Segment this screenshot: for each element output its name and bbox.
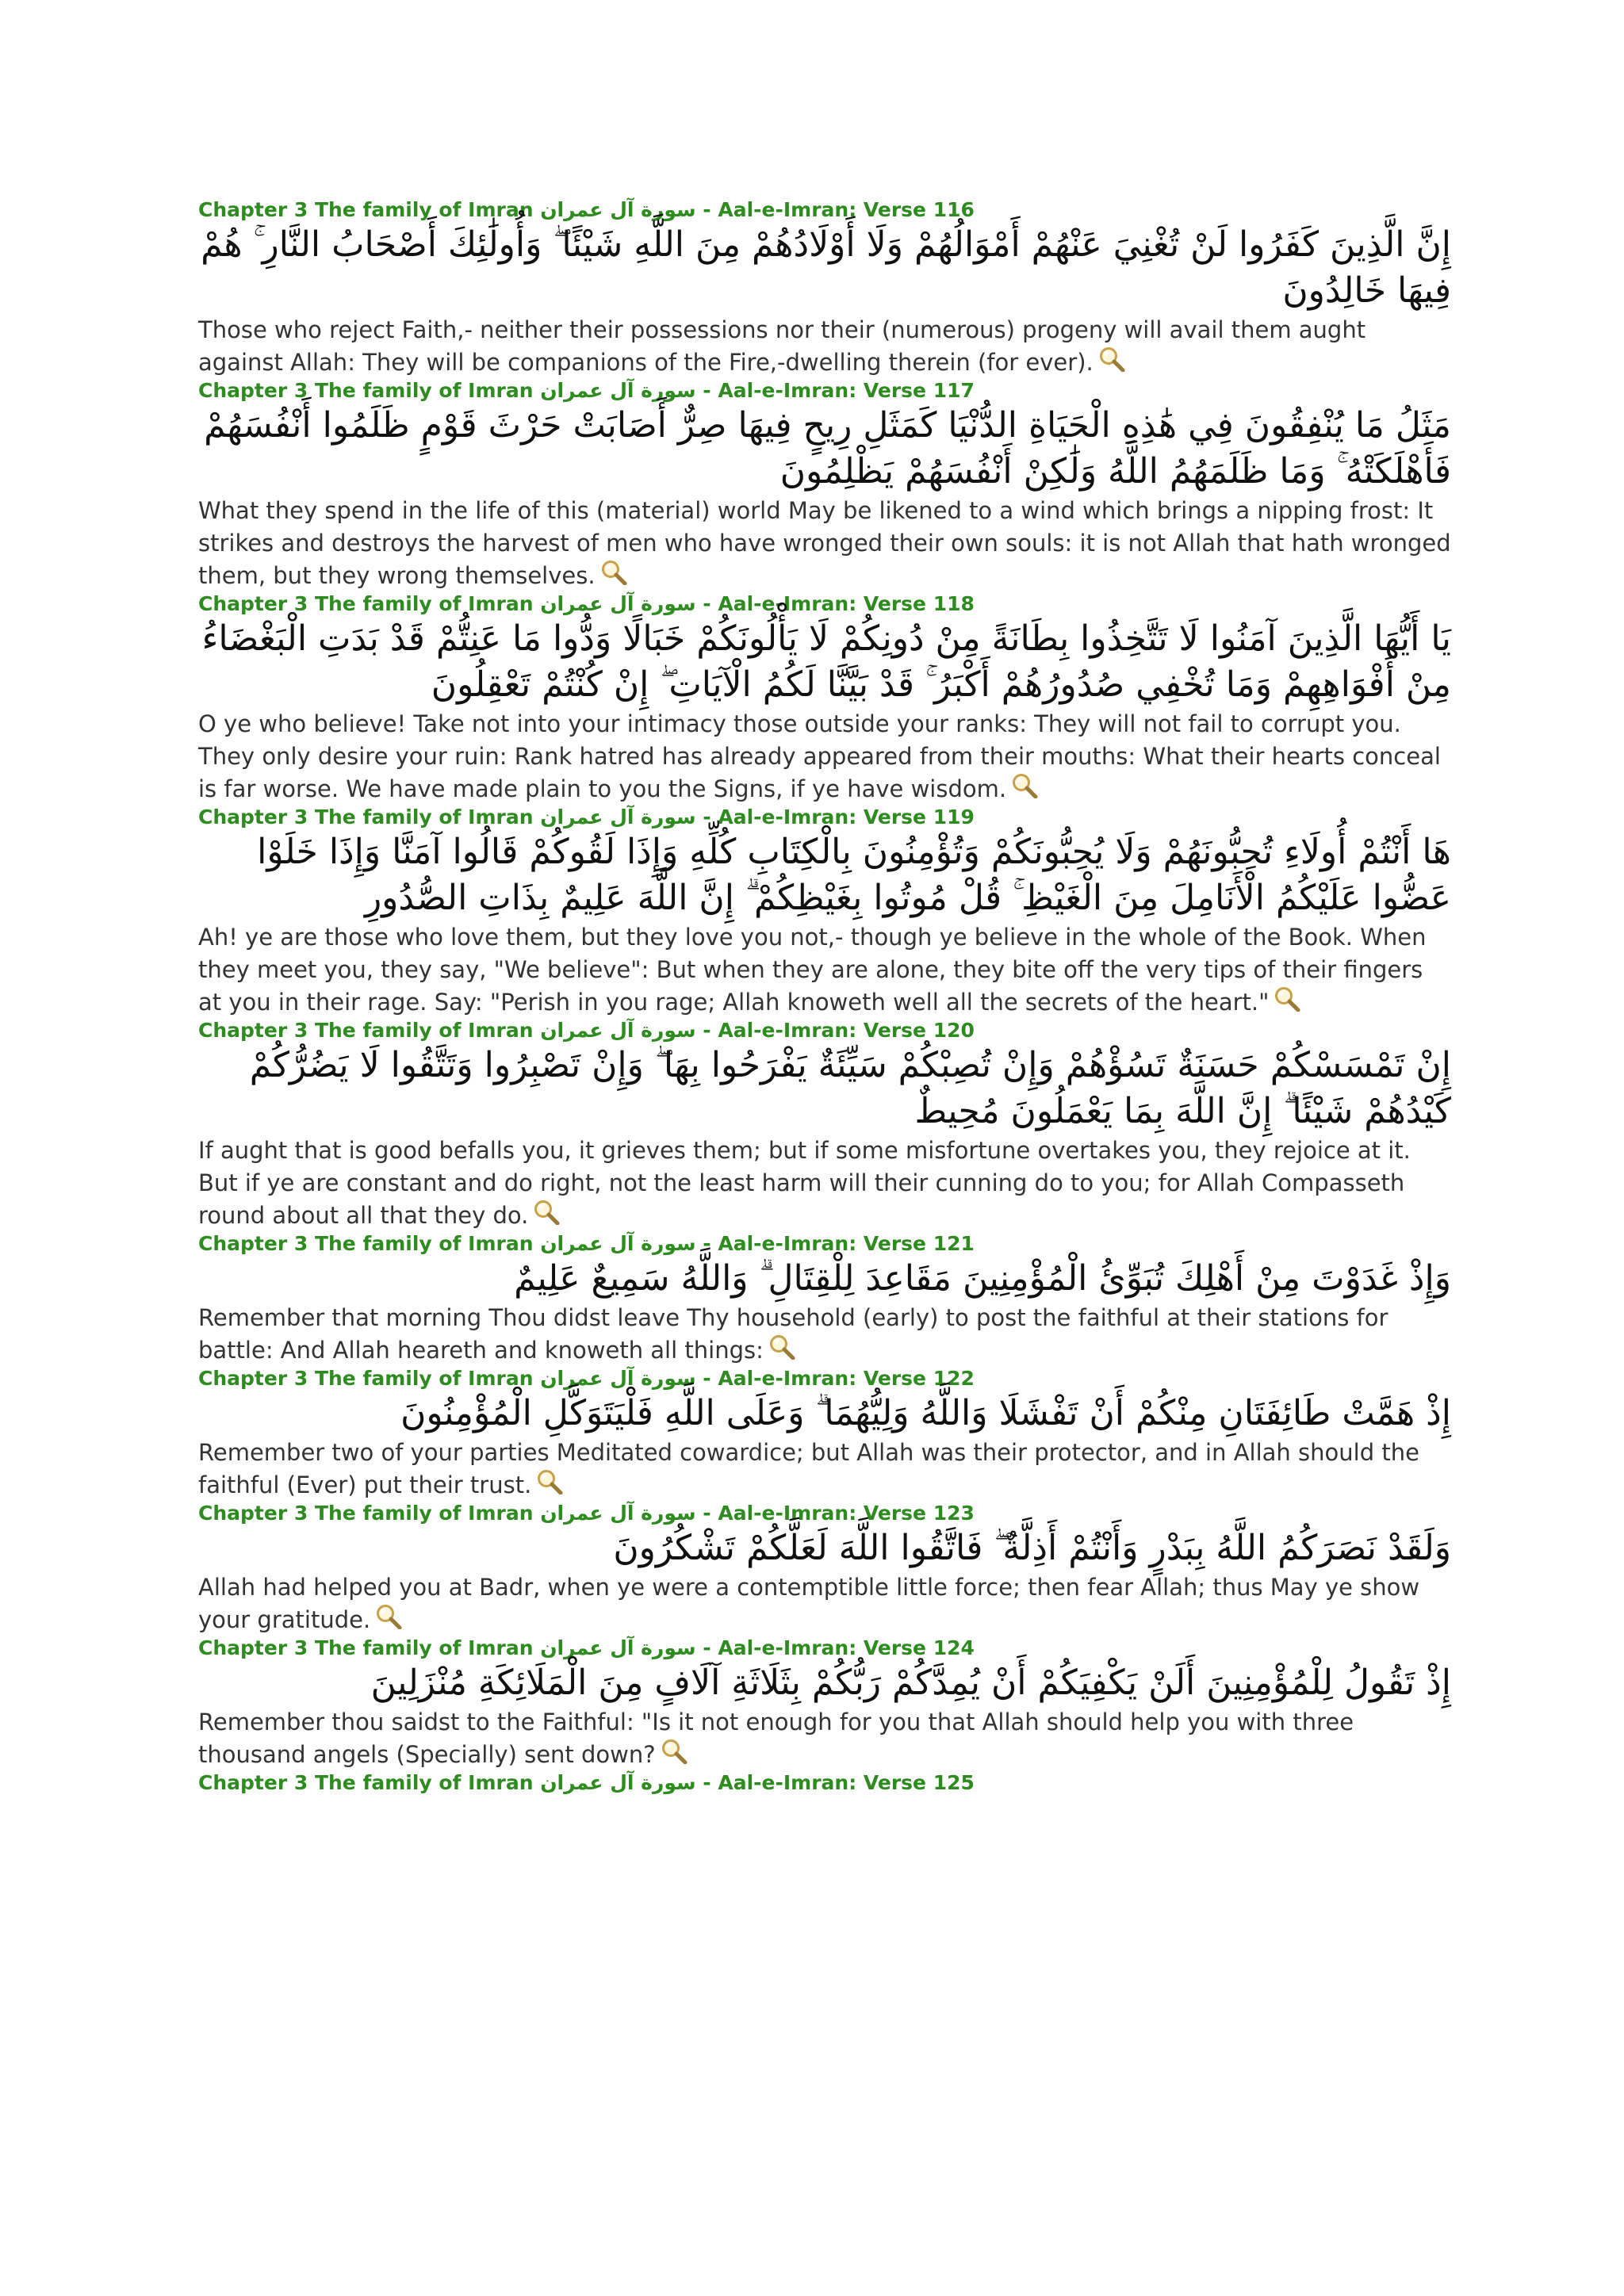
arabic-text: وَإِذْ غَدَوْتَ مِنْ أَهْلِكَ تُبَوِّئُ الْمُؤْمِنِينَ مَقَاعِدَ لِلْقِتَالِ ۗ وَاللَّهُ سَمِيعٌ عَلِيمٌ <box>514 1258 1451 1299</box>
heading-surah-name: سورة آل عمران <box>540 1771 696 1794</box>
heading-suffix: - Aal-e-Imran: Verse 116 <box>695 198 975 221</box>
heading-suffix: - Aal-e-Imran: Verse 121 <box>695 1232 975 1255</box>
verse-125 <box>198 1771 1451 1795</box>
translation-text <box>198 314 1451 379</box>
arabic-text: إِذْ تَقُولُ لِلْمُؤْمِنِينَ أَلَنْ يَكْفِيَكُمْ أَنْ يُمِدَّكُمْ رَبُّكُمْ بِثَلَاثَةِ آلَافٍ مِنَ الْمَلَائِكَةِ مُنْزَلِينَ <box>370 1663 1451 1703</box>
verse-heading <box>198 592 1451 616</box>
arabic-text: إِذْ هَمَّتْ طَائِفَتَانِ مِنْكُمْ أَنْ تَفْشَلَا وَاللَّهُ وَلِيُّهُمَا ۗ وَعَلَى اللَّهِ فَلْيَتَوَكَّلِ الْمُؤْمِنُونَ <box>400 1393 1451 1433</box>
verse-119 <box>198 806 1451 1019</box>
verse-heading <box>198 1771 1451 1795</box>
translation-text <box>198 1706 1451 1771</box>
magnifier-icon[interactable] <box>1098 346 1125 372</box>
verse-heading <box>198 198 1451 222</box>
verse-heading <box>198 806 1451 829</box>
heading-prefix: Chapter 3 The family of Imran <box>198 1502 541 1525</box>
heading-prefix: Chapter 3 The family of Imran <box>198 379 541 402</box>
heading-suffix: - Aal-e-Imran: Verse 119 <box>695 806 975 828</box>
verse-heading <box>198 1019 1451 1043</box>
arabic-text: وَلَقَدْ نَصَرَكُمُ اللَّهُ بِبَدْرٍ وَأَنْتُمْ أَذِلَّةٌ ۖ فَاتَّقُوا اللَّهَ لَعَلَّكُمْ تَشْكُرُونَ <box>613 1528 1451 1568</box>
verse-116 <box>198 198 1451 379</box>
magnifier-icon[interactable] <box>1274 986 1300 1012</box>
magnifier-icon[interactable] <box>533 1200 560 1225</box>
heading-suffix: - Aal-e-Imran: Verse 125 <box>695 1771 975 1794</box>
magnifier-icon[interactable] <box>661 1739 688 1764</box>
arabic-text: إِنْ تَمْسَسْكُمْ حَسَنَةٌ تَسُؤْهُمْ وَإِنْ تُصِبْكُمْ سَيِّئَةٌ يَفْرَحُوا بِهَا ۖ وَإِنْ تَصْبِرُوا وَتَتَّقُوا لَا يَضُرُّكُمْ كَيْدُهُمْ شَيْئًا ۗ إِنَّ اللَّهَ بِمَا يَعْمَلُونَ مُحِيطٌ <box>249 1045 1451 1131</box>
arabic-text: يَا أَيُّهَا الَّذِينَ آمَنُوا لَا تَتَّخِذُوا بِطَانَةً مِنْ دُونِكُمْ لَا يَأْلُونَكُمْ خَبَالًا وَدُّوا مَا عَنِتُّمْ قَدْ بَدَتِ الْبَغْضَاءُ مِنْ أَفْوَاهِهِمْ وَمَا تُخْفِي صُدُورُهُمْ أَكْبَرُ ۚ قَدْ بَيَّنَّا لَكُمُ الْآيَاتِ ۖ إِنْ كُنْتُمْ تَعْقِلُونَ <box>201 618 1451 705</box>
verse-117 <box>198 379 1451 592</box>
heading-surah-name: سورة آل عمران <box>540 1232 696 1255</box>
heading-suffix: - Aal-e-Imran: Verse 120 <box>695 1019 975 1042</box>
verse-heading <box>198 1502 1451 1525</box>
verse-123 <box>198 1502 1451 1636</box>
heading-prefix: Chapter 3 The family of Imran <box>198 592 541 615</box>
verse-list <box>198 198 1451 1795</box>
heading-surah-name: سورة آل عمران <box>540 592 696 615</box>
heading-surah-name: سورة آل عمران <box>540 1019 696 1042</box>
heading-prefix: Chapter 3 The family of Imran <box>198 1232 541 1255</box>
heading-prefix: Chapter 3 The family of Imran <box>198 806 541 828</box>
translation-body: Allah had helped you at Badr, when ye were a contemptible little force; then fear Allah; thus May ye show your gratitude. <box>198 1574 1420 1633</box>
magnifier-icon[interactable] <box>1011 773 1038 798</box>
verse-124 <box>198 1636 1451 1771</box>
heading-suffix: - Aal-e-Imran: Verse 118 <box>695 592 975 615</box>
verse-122 <box>198 1367 1451 1502</box>
magnifier-icon[interactable] <box>768 1334 795 1360</box>
translation-text <box>198 708 1451 806</box>
heading-surah-name: سورة آل عمران <box>540 1502 696 1525</box>
translation-body: What they spend in the life of this (material) world May be likened to a wind which brings a nipping frost: It strikes and destroys the harvest of men who have wronged their own souls: it is not Allah that hath wronged them, but they wrong themselves. <box>198 497 1451 589</box>
translation-body: Remember two of your parties Meditated cowardice; but Allah was their protector, and in Allah should the faithful (Ever) put their trust. <box>198 1439 1419 1498</box>
heading-surah-name: سورة آل عمران <box>540 806 696 828</box>
translation-text <box>198 1571 1451 1636</box>
verse-118 <box>198 592 1451 806</box>
heading-surah-name: سورة آل عمران <box>540 1367 696 1390</box>
magnifier-icon[interactable] <box>536 1469 563 1494</box>
arabic-text: مَثَلُ مَا يُنْفِقُونَ فِي هَٰذِهِ الْحَيَاةِ الدُّنْيَا كَمَثَلِ رِيحٍ فِيهَا صِرٌّ أَصَابَتْ حَرْثَ قَوْمٍ ظَلَمُوا أَنْفُسَهُمْ فَأَهْلَكَتْهُ ۚ وَمَا ظَلَمَهُمُ اللَّهُ وَلَٰكِنْ أَنْفُسَهُمْ يَظْلِمُونَ <box>204 405 1451 492</box>
arabic-text: هَا أَنْتُمْ أُولَاءِ تُحِبُّونَهُمْ وَلَا يُحِبُّونَكُمْ وَتُؤْمِنُونَ بِالْكِتَابِ كُلِّهِ وَإِذَا لَقُوكُمْ قَالُوا آمَنَّا وَإِذَا خَلَوْا عَضُّوا عَلَيْكُمُ الْأَنَامِلَ مِنَ الْغَيْظِ ۚ قُلْ مُوتُوا بِغَيْظِكُمْ ۗ إِنَّ اللَّهَ عَلِيمٌ بِذَاتِ الصُّدُورِ <box>257 832 1451 918</box>
translation-text <box>198 921 1451 1019</box>
translation-body: Remember that morning Thou didst leave Thy household (early) to post the faithful at their stations for battle: And Allah heareth and knoweth all things: <box>198 1304 1388 1364</box>
translation-text <box>198 1302 1451 1367</box>
translation-body: O ye who believe! Take not into your intimacy those outside your ranks: They will not fail to corrupt you. They only desire your ruin: Rank hatred has already appeared from their mouths: What their hearts conceal is far worse. We have made plain to you the Signs, if ye have wisdom. <box>198 710 1441 802</box>
verse-heading <box>198 379 1451 403</box>
heading-surah-name: سورة آل عمران <box>540 1636 696 1659</box>
translation-body: Remember thou saidst to the Faithful: "Is it not enough for you that Allah should help you with three thousand angels (Specially) sent down? <box>198 1709 1354 1768</box>
arabic-text: إِنَّ الَّذِينَ كَفَرُوا لَنْ تُغْنِيَ عَنْهُمْ أَمْوَالُهُمْ وَلَا أَوْلَادُهُمْ مِنَ اللَّهِ شَيْئًا ۖ وَأُولَٰئِكَ أَصْحَابُ النَّارِ ۚ هُمْ فِيهَا خَالِدُونَ <box>201 224 1451 311</box>
verse-heading <box>198 1367 1451 1391</box>
magnifier-icon[interactable] <box>600 560 627 585</box>
translation-text <box>198 1437 1451 1502</box>
verse-heading <box>198 1636 1451 1660</box>
verse-120 <box>198 1019 1451 1232</box>
heading-prefix: Chapter 3 The family of Imran <box>198 1367 541 1390</box>
heading-suffix: - Aal-e-Imran: Verse 117 <box>695 379 975 402</box>
verse-heading <box>198 1232 1451 1256</box>
heading-prefix: Chapter 3 The family of Imran <box>198 1019 541 1042</box>
magnifier-icon[interactable] <box>375 1604 402 1629</box>
translation-text <box>198 495 1451 592</box>
heading-surah-name: سورة آل عمران <box>540 379 696 402</box>
heading-surah-name: سورة آل عمران <box>540 198 696 221</box>
heading-suffix: - Aal-e-Imran: Verse 122 <box>695 1367 975 1390</box>
heading-suffix: - Aal-e-Imran: Verse 123 <box>695 1502 975 1525</box>
translation-body: Those who reject Faith,- neither their possessions nor their (numerous) progeny will avail them aught against Allah: They will be companions of the Fire,-dwelling therein (for ever). <box>198 316 1366 376</box>
heading-prefix: Chapter 3 The family of Imran <box>198 1636 541 1659</box>
translation-body: Ah! ye are those who love them, but they love you not,- though ye believe in the whole of the Book. When they meet you, they say, "We believe": But when they are alone, they bite off the very tips of their fingers at you in their rage. Say: "Perish in you rage; Allah knoweth well all the secrets of the heart." <box>198 924 1427 1016</box>
heading-prefix: Chapter 3 The family of Imran <box>198 1771 541 1794</box>
translation-text <box>198 1135 1451 1232</box>
heading-suffix: - Aal-e-Imran: Verse 124 <box>695 1636 975 1659</box>
translation-body: If aught that is good befalls you, it grieves them; but if some misfortune overtakes you, they rejoice at it. But if ye are constant and do right, not the least harm will their cunning do to you; for Allah Compasseth round about all that they do. <box>198 1137 1411 1229</box>
heading-prefix: Chapter 3 The family of Imran <box>198 198 541 221</box>
verse-121 <box>198 1232 1451 1367</box>
